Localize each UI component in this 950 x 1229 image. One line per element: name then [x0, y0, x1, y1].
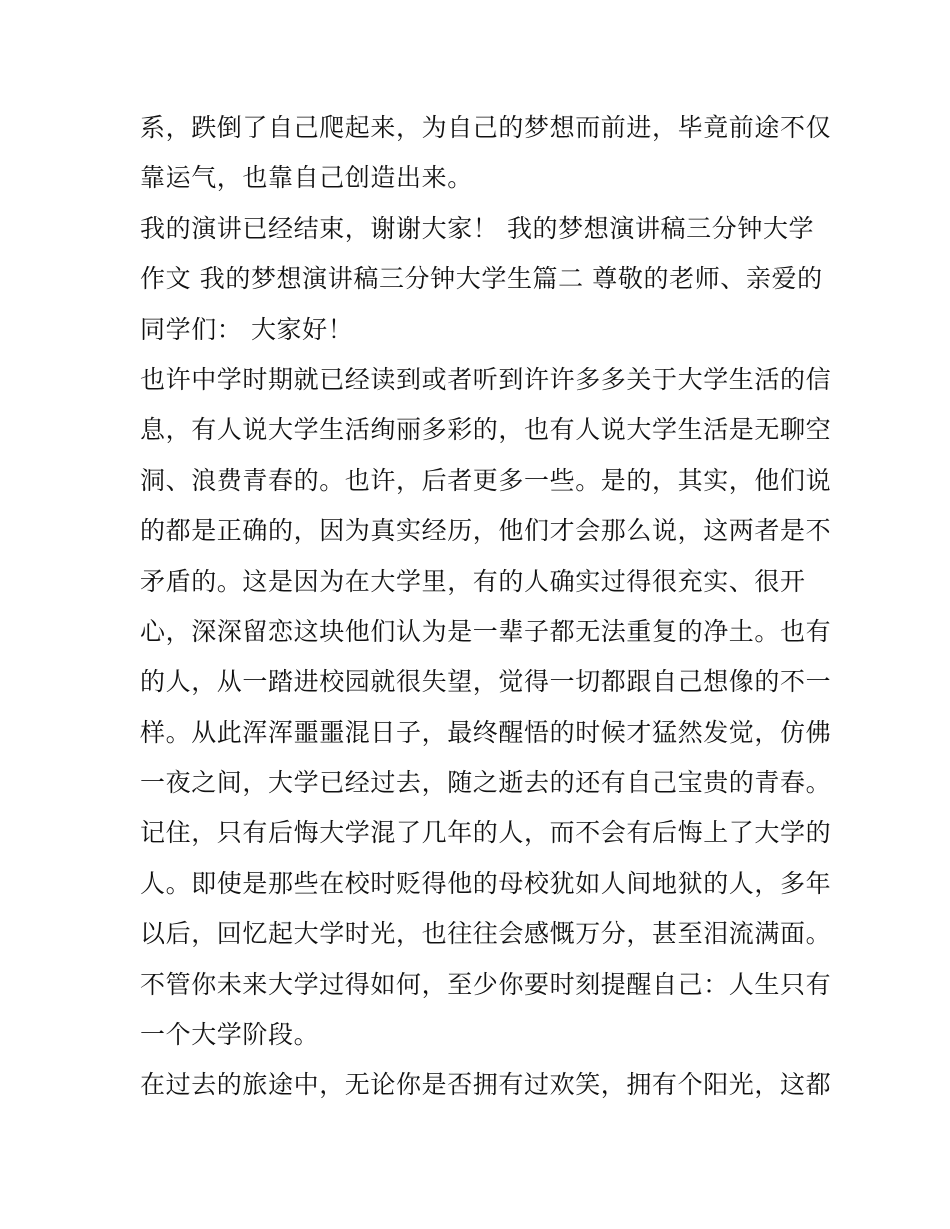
text-line: 的人，从一踏进校园就很失望，觉得一切都跟自己想像的不一 [140, 667, 832, 697]
text-line: 同学们： 大家好！ [140, 314, 354, 344]
text-line: 也许中学时期就已经读到或者听到许许多多关于大学生活的信 [140, 364, 832, 394]
text-line: 样。从此浑浑噩噩混日子，最终醒悟的时候才猛然发觉，仿佛 [140, 717, 832, 747]
text-line: 息，有人说大学生活绚丽多彩的，也有人说大学生活是无聊空 [140, 415, 832, 445]
text-line: 在过去的旅途中，无论你是否拥有过欢笑，拥有个阳光，这都 [140, 1070, 832, 1100]
text-line: 不管你未来大学过得如何，至少你要时刻提醒自己：人生只有 [140, 969, 832, 999]
text-line: 心，深深留恋这块他们认为是一辈子都无法重复的净土。也有 [140, 616, 832, 646]
text-line: 以后，回忆起大学时光，也往往会感慨万分，甚至泪流满面。 [140, 919, 832, 949]
text-line: 作文 我的梦想演讲稿三分钟大学生篇二 尊敬的老师、亲爱的 [140, 264, 823, 294]
text-line: 的都是正确的，因为真实经历，他们才会那么说，这两者是不 [140, 516, 832, 546]
text-line: 人。即使是那些在校时贬得他的母校犹如人间地狱的人，多年 [140, 868, 832, 898]
document-body [140, 103, 832, 1111]
text-line: 矛盾的。这是因为在大学里，有的人确实过得很充实、很开 [140, 566, 806, 596]
text-line: 系，跌倒了自己爬起来，为自己的梦想而前进，毕竟前途不仅 [140, 113, 832, 142]
text-line: 一夜之间，大学已经过去，随之逝去的还有自己宝贵的青春。 [140, 768, 832, 798]
text-line: 靠运气，也靠自己创造出来。 [140, 163, 473, 193]
text-line: 我的演讲已经结束，谢谢大家！ 我的梦想演讲稿三分钟大学 [140, 213, 815, 243]
text-line: 记住，只有后悔大学混了几年的人，而不会有后悔上了大学的 [140, 818, 832, 848]
text-line: 一个大学阶段。 [140, 1020, 320, 1050]
text-line: 洞、浪费青春的。也许，后者更多一些。是的，其实，他们说 [140, 465, 832, 495]
